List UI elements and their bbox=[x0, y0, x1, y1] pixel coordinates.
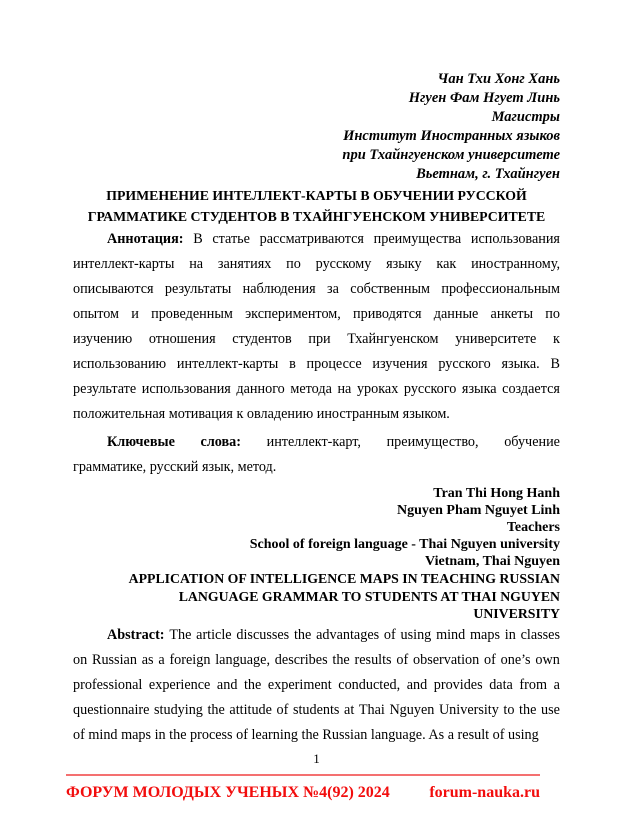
footer-divider bbox=[66, 774, 540, 776]
en-author-block: Tran Thi Hong Hanh Nguyen Pham Nguyet Linh Teachers School of foreign language - Thai Nguyen university Vietnam, Thai Nguyen bbox=[249, 486, 560, 569]
ru-author-block: Чан Тхи Хонг Хань Нгуен Фам Нгует Линь Магистры Институт Иностранных языков при Тхайнгуенском университете Вьетнам, г. Тхайнгуен bbox=[342, 71, 560, 182]
en-article-title: APPLICATION OF INTELLIGENCE MAPS IN TEACHING RUSSIAN LANGUAGE GRAMMAR TO STUDENTS AT THAI NGUYEN UNIVERSITY bbox=[128, 571, 560, 621]
page-number: 1 bbox=[313, 750, 320, 766]
ru-article-title: ПРИМЕНЕНИЕ ИНТЕЛЛЕКТ-КАРТЫ В ОБУЧЕНИИ РУССКОЙ ГРАММАТИКЕ СТУДЕНТОВ В ТХАЙНГУЕНСКОМ УНИВЕРСИТЕТЕ bbox=[87, 188, 546, 224]
ru-keywords-paragraph: Ключевые слова: интеллект-карт, преимущество, обучение грамматике, русский язык, метод. bbox=[73, 434, 560, 475]
en-abstract-paragraph: Abstract: The article discusses the advantages of using mind maps in classes on Russian as a foreign language, describes the results of observation of one’s own professional experience and the experiment conducted, and provides data from a questionnaire studying the attitude of students at Thai Nguyen University to the use of mind maps in the process of learning the Russian language. As a result of using bbox=[73, 626, 560, 743]
journal-name: ФОРУМ МОЛОДЫХ УЧЕНЫХ №4(92) 2024 bbox=[66, 784, 390, 801]
journal-website-link[interactable]: forum-nauka.ru bbox=[429, 784, 540, 801]
page-footer bbox=[66, 774, 540, 802]
ru-abstract-paragraph: Аннотация: В статье рассматриваются преимущества использования интеллект-карты на занятиях по русскому языку как иностранному, описываются результаты наблюдения за собственным профессиональным опытом и проведенным экспериментом, приводятся данные анкеты по изучению отношения студентов при Тхайнгуенском университете к использованию интеллект-карты в процессе изучения русского языка. В результате использования данного метода на уроках русского языка создается положительная мотивация к овладению иностранным языком. bbox=[73, 231, 560, 422]
